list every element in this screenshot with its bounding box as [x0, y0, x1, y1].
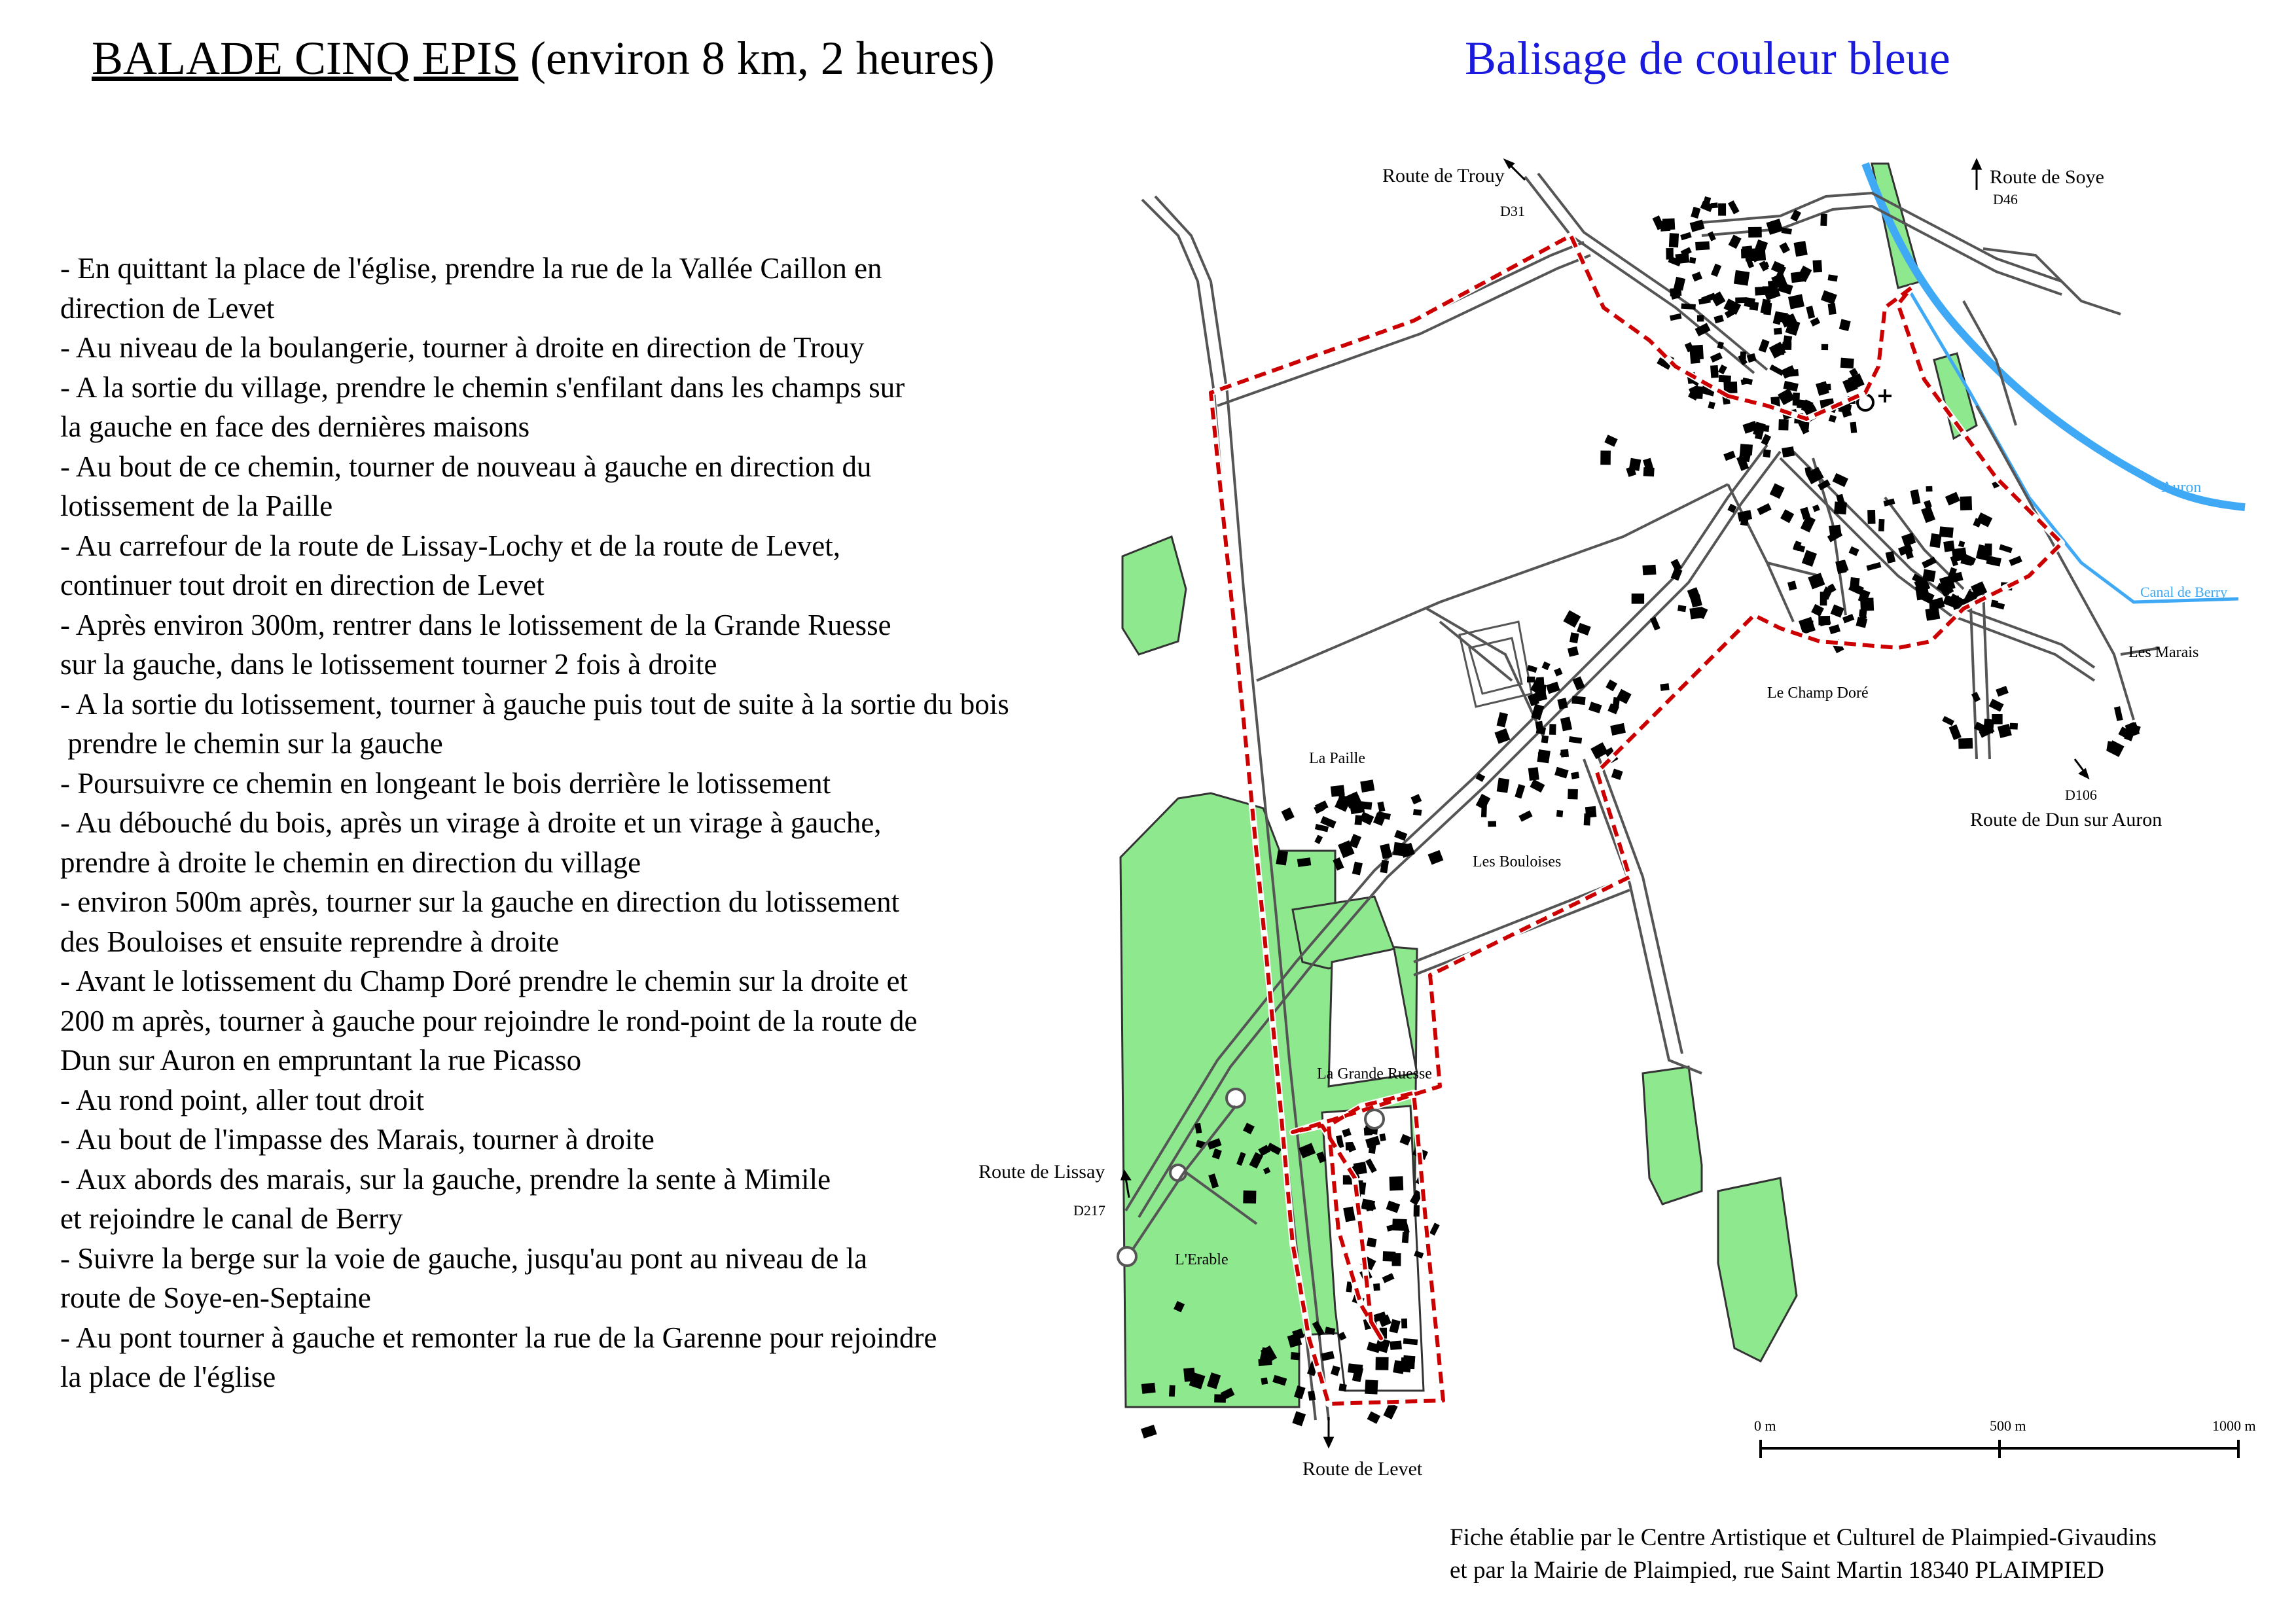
instruction-line: direction de Levet	[60, 291, 275, 325]
instruction-line: et rejoindre le canal de Berry	[60, 1202, 403, 1235]
building	[1840, 358, 1854, 368]
building	[1402, 1232, 1409, 1243]
building	[1600, 451, 1611, 465]
label-les-bouloises: Les Bouloises	[1473, 853, 1562, 870]
building	[1718, 204, 1726, 216]
instruction-line: la gauche en face des dernières maisons	[60, 410, 530, 443]
building	[1352, 862, 1363, 876]
building	[1793, 393, 1800, 406]
building	[1321, 1351, 1335, 1361]
scale-bar	[1761, 1440, 2238, 1458]
walking-route	[1211, 236, 2062, 1404]
building	[1989, 699, 2004, 712]
building	[1401, 1357, 1415, 1369]
building	[1394, 830, 1407, 841]
instruction-line: route de Soye-en-Septaine	[60, 1281, 371, 1314]
building	[1282, 808, 1295, 821]
building	[1560, 717, 1572, 731]
building	[1748, 227, 1762, 238]
building	[1774, 328, 1782, 335]
instruction-line: - Au bout de ce chemin, tourner de nouveau à gauche en direction du	[60, 450, 872, 483]
building	[1723, 451, 1736, 461]
building	[1613, 697, 1620, 707]
building	[1991, 600, 1999, 608]
building	[1338, 1383, 1346, 1391]
building	[1691, 345, 1704, 360]
building	[1367, 1411, 1380, 1423]
label-canal-berry: Canal de Berry	[2140, 584, 2228, 600]
building	[1718, 365, 1727, 374]
building	[1610, 723, 1626, 736]
building	[1494, 728, 1510, 744]
building	[1945, 492, 1960, 506]
building	[1563, 610, 1581, 628]
building	[1314, 835, 1323, 844]
label-lerable: L'Erable	[1175, 1251, 1229, 1268]
label-auron: Auron	[2161, 479, 2202, 496]
building	[1650, 616, 1660, 630]
building	[1380, 844, 1392, 859]
building	[1812, 260, 1822, 272]
building	[1556, 810, 1563, 817]
building	[1577, 623, 1591, 635]
building	[1183, 1368, 1195, 1382]
building	[1611, 769, 1623, 780]
label-grande-ruesse: La Grande Ruesse	[1317, 1065, 1432, 1082]
instruction-line: - Au bout de l'impasse des Marais, tourner à droite	[60, 1123, 655, 1156]
building	[1528, 767, 1539, 781]
building	[1829, 624, 1840, 634]
building	[1711, 264, 1721, 277]
building	[2106, 741, 2116, 752]
building	[1755, 287, 1766, 296]
building	[1942, 716, 1954, 726]
building	[1850, 422, 1857, 433]
building	[1584, 813, 1591, 826]
building	[1787, 580, 1797, 590]
building	[1568, 647, 1579, 657]
building	[1971, 692, 1981, 702]
building	[1834, 501, 1847, 514]
building	[1788, 294, 1804, 309]
building	[1541, 735, 1549, 743]
building	[1828, 303, 1837, 315]
building	[1850, 577, 1859, 588]
building	[1292, 1411, 1306, 1426]
building	[1549, 724, 1556, 735]
scale-label-500: 500 m	[1990, 1418, 2026, 1434]
building	[1768, 281, 1775, 291]
building	[1922, 557, 1937, 569]
building	[1604, 435, 1617, 447]
building	[1700, 201, 1713, 212]
building	[1839, 319, 1851, 331]
building	[1749, 302, 1759, 311]
building	[1784, 335, 1792, 343]
building	[1808, 573, 1825, 589]
building	[1392, 1253, 1401, 1266]
building	[1169, 1385, 1175, 1397]
building	[1782, 446, 1795, 457]
instructions-list	[60, 249, 1140, 1397]
title-details: (environ 8 km, 2 heures)	[518, 32, 995, 84]
building	[1390, 1340, 1402, 1349]
building	[1769, 365, 1784, 376]
building	[1958, 541, 1965, 547]
building	[1488, 821, 1496, 827]
building	[1833, 473, 1848, 487]
instruction-line: prendre à droite le chemin en direction du village	[60, 846, 641, 879]
label-les-marais: Les Marais	[2128, 644, 2199, 661]
footer-line-1: Fiche établie par le Centre Artistique et Culturel de Plaimpied-Givaudins	[1450, 1524, 2157, 1551]
instruction-line: - Au débouché du bois, après un virage à droite et un virage à gauche,	[60, 806, 882, 839]
building	[1728, 200, 1740, 214]
building	[1759, 339, 1770, 353]
building	[1801, 515, 1816, 532]
building	[1779, 242, 1790, 253]
wood-west-patch	[1122, 537, 1186, 654]
building	[1763, 449, 1770, 457]
building	[1737, 510, 1752, 522]
building	[1782, 228, 1792, 235]
building	[1680, 232, 1692, 241]
instruction-line: lotissement de la Paille	[60, 490, 333, 522]
building	[1261, 1378, 1268, 1385]
building	[1554, 668, 1562, 676]
building	[1367, 1238, 1377, 1247]
building	[1958, 738, 1973, 749]
label-route-dun: Route de Dun sur Auron	[1970, 809, 2162, 830]
label-route-trouy: Route de Trouy	[1382, 165, 1505, 187]
building	[1848, 546, 1859, 556]
building	[1807, 620, 1813, 628]
building	[1812, 505, 1820, 512]
building	[1518, 810, 1532, 822]
wood-east-patch-2	[1718, 1178, 1797, 1361]
building	[1554, 767, 1569, 779]
building	[1588, 702, 1602, 713]
building	[1497, 712, 1508, 727]
instruction-line: - A la sortie du village, prendre le chemin s'enfilant dans les champs sur	[60, 370, 905, 404]
building	[2114, 706, 2123, 721]
instruction-line: - Au rond point, aller tout droit	[60, 1083, 425, 1116]
route-map	[978, 144, 2284, 1492]
building	[1831, 604, 1844, 617]
instruction-line: - Poursuivre ce chemin en longeant le bois derrière le lotissement	[60, 766, 831, 800]
river-auron	[1865, 164, 2245, 507]
building	[1692, 272, 1702, 281]
building	[1642, 565, 1656, 575]
building	[1829, 415, 1837, 423]
label-route-levet: Route de Levet	[1302, 1458, 1423, 1480]
building	[1806, 306, 1815, 319]
instruction-line: - En quittant la place de l'église, prendre la rue de la Vallée Caillon en	[60, 252, 882, 285]
building	[1691, 207, 1700, 219]
building	[1243, 1190, 1256, 1204]
building	[1690, 219, 1705, 232]
building	[1929, 601, 1937, 613]
building	[1141, 1383, 1156, 1394]
building	[1429, 1222, 1440, 1236]
building	[1783, 381, 1798, 391]
scale-label-1000: 1000 m	[2212, 1418, 2256, 1434]
building	[1677, 605, 1686, 612]
building	[1376, 1357, 1389, 1370]
building	[1568, 789, 1578, 800]
building	[1821, 344, 1828, 350]
instruction-line: - Suivre la berge sur la voie de gauche, jusqu'au pont au niveau de la	[60, 1241, 868, 1275]
building	[1828, 274, 1838, 281]
building	[1949, 724, 1962, 740]
building	[1821, 291, 1837, 305]
footer-line-2: et par la Mairie de Plaimpied, rue Saint Martin 18340 PLAIMPIED	[1450, 1557, 2104, 1584]
building	[1258, 1359, 1272, 1366]
building	[1708, 401, 1715, 409]
balisage-note: Balisage de couleur bleue	[1465, 32, 1950, 84]
building	[1414, 1205, 1420, 1217]
building	[1878, 519, 1884, 531]
page-title	[92, 31, 995, 86]
building	[1811, 604, 1824, 616]
building	[1681, 303, 1695, 310]
instruction-line: - A la sortie du lotissement, tourner à gauche puis tout de suite à la sortie du bois	[60, 687, 1009, 721]
building	[1590, 742, 1608, 759]
label-route-soye: Route de Soye	[1990, 166, 2104, 188]
scale-label-0: 0 m	[1754, 1418, 1776, 1434]
building	[1413, 809, 1422, 815]
building	[1734, 270, 1749, 286]
building	[1803, 422, 1809, 430]
building	[1780, 509, 1794, 523]
instruction-line: 200 m après, tourner à gauche pour rejoindre le rond-point de la route de	[60, 1004, 918, 1037]
building	[1365, 1380, 1378, 1394]
building	[1757, 503, 1771, 515]
building	[1291, 1352, 1300, 1360]
building	[1778, 388, 1795, 405]
building	[1390, 1176, 1404, 1190]
wood-east-patch-1	[1643, 1067, 1702, 1204]
building	[1867, 562, 1882, 571]
instruction-line: la place de l'église	[60, 1361, 276, 1393]
building	[1670, 313, 1681, 321]
instruction-line: - Au niveau de la boulangerie, tourner à droite en direction de Trouy	[60, 331, 865, 364]
building	[1766, 219, 1783, 235]
building	[1557, 698, 1568, 709]
building	[1689, 607, 1702, 619]
building	[1996, 686, 2009, 697]
building	[1926, 486, 1933, 492]
instruction-line: - environ 500m après, tourner sur la gauche en direction du lotissement	[60, 885, 900, 918]
building	[1713, 315, 1724, 323]
instruction-line: prendre le chemin sur la gauche	[60, 727, 443, 760]
building	[1530, 779, 1545, 793]
building	[1960, 496, 1972, 510]
building	[1998, 724, 2012, 738]
building	[1719, 375, 1731, 383]
label-route-lissay: Route de Lissay	[978, 1161, 1105, 1183]
building	[1531, 704, 1544, 720]
building	[1392, 1219, 1407, 1231]
building	[2009, 556, 2022, 566]
building	[1476, 794, 1491, 810]
building	[1410, 794, 1422, 804]
building	[1401, 1319, 1407, 1329]
building	[1632, 594, 1644, 604]
instruction-line: continuer tout droit en direction de Levet	[60, 569, 545, 601]
label-d106: D106	[2065, 787, 2097, 803]
label-d46: D46	[1993, 191, 2018, 207]
building	[1818, 616, 1830, 625]
building	[1331, 1365, 1340, 1376]
building	[1820, 214, 1827, 226]
building	[1770, 483, 1785, 499]
label-champ-dore: Le Champ Doré	[1767, 685, 1869, 702]
label-d217: D217	[1073, 1202, 1105, 1219]
building	[1570, 632, 1579, 643]
instruction-line: - Après environ 300m, rentrer dans le lotissement de la Grande Ruesse	[60, 608, 891, 641]
building	[1697, 315, 1704, 321]
building	[1660, 683, 1669, 691]
building	[1776, 344, 1784, 355]
building	[1331, 785, 1345, 797]
building	[1689, 257, 1696, 264]
building	[1569, 736, 1582, 743]
building	[1810, 317, 1821, 327]
building	[1141, 1425, 1157, 1438]
building	[1735, 297, 1746, 303]
building	[1802, 550, 1817, 567]
building	[1662, 218, 1675, 230]
building	[1308, 1391, 1316, 1401]
title-main: BALADE CINQ EPIS	[92, 32, 519, 84]
instruction-line: Dun sur Auron en empruntant la rue Picasso	[60, 1044, 582, 1077]
building	[1794, 241, 1808, 257]
building	[1999, 544, 2013, 554]
building	[1377, 802, 1385, 812]
instruction-line: sur la gauche, dans le lotissement tourner 2 fois à droite	[60, 648, 717, 681]
building	[1669, 233, 1679, 247]
building	[1842, 614, 1854, 623]
building	[1778, 419, 1789, 430]
building	[1690, 594, 1702, 607]
building	[1929, 533, 1941, 548]
footer-credits	[1450, 1522, 2157, 1587]
instruction-line: - Au carrefour de la route de Lissay-Lochy et de la route de Levet,	[60, 529, 840, 562]
instruction-line: - Avant le lotissement du Champ Doré prendre le chemin sur la droite et	[60, 965, 908, 997]
building	[1380, 860, 1389, 873]
building	[1674, 277, 1685, 291]
building	[1515, 784, 1525, 798]
building	[1821, 383, 1831, 391]
building	[1729, 234, 1742, 249]
building	[1921, 507, 1935, 524]
instruction-line: des Bouloises et ensuite reprendre à droite	[60, 925, 560, 958]
label-la-paille: La Paille	[1309, 750, 1365, 767]
label-d31: D31	[1500, 203, 1525, 219]
building	[1605, 679, 1617, 691]
building	[1710, 352, 1723, 363]
building	[1360, 779, 1374, 793]
instruction-line: - Aux abords des marais, sur la gauche, prendre la sente à Mimile	[60, 1162, 831, 1196]
building	[1791, 272, 1804, 283]
building	[1695, 241, 1710, 251]
building	[1867, 510, 1875, 524]
building	[1710, 365, 1719, 378]
building	[1428, 850, 1444, 865]
building	[1538, 752, 1546, 762]
building	[1373, 1283, 1380, 1291]
building	[1497, 778, 1509, 793]
building	[1571, 772, 1579, 779]
building	[1910, 490, 1921, 505]
building	[1541, 662, 1550, 670]
building	[2010, 723, 2018, 730]
building	[1992, 714, 2002, 724]
building	[1527, 677, 1535, 683]
instruction-line: - Au pont tourner à gauche et remonter la rue de la Garenne pour rejoindre	[60, 1321, 937, 1354]
building	[1571, 696, 1585, 705]
building	[1784, 369, 1799, 377]
